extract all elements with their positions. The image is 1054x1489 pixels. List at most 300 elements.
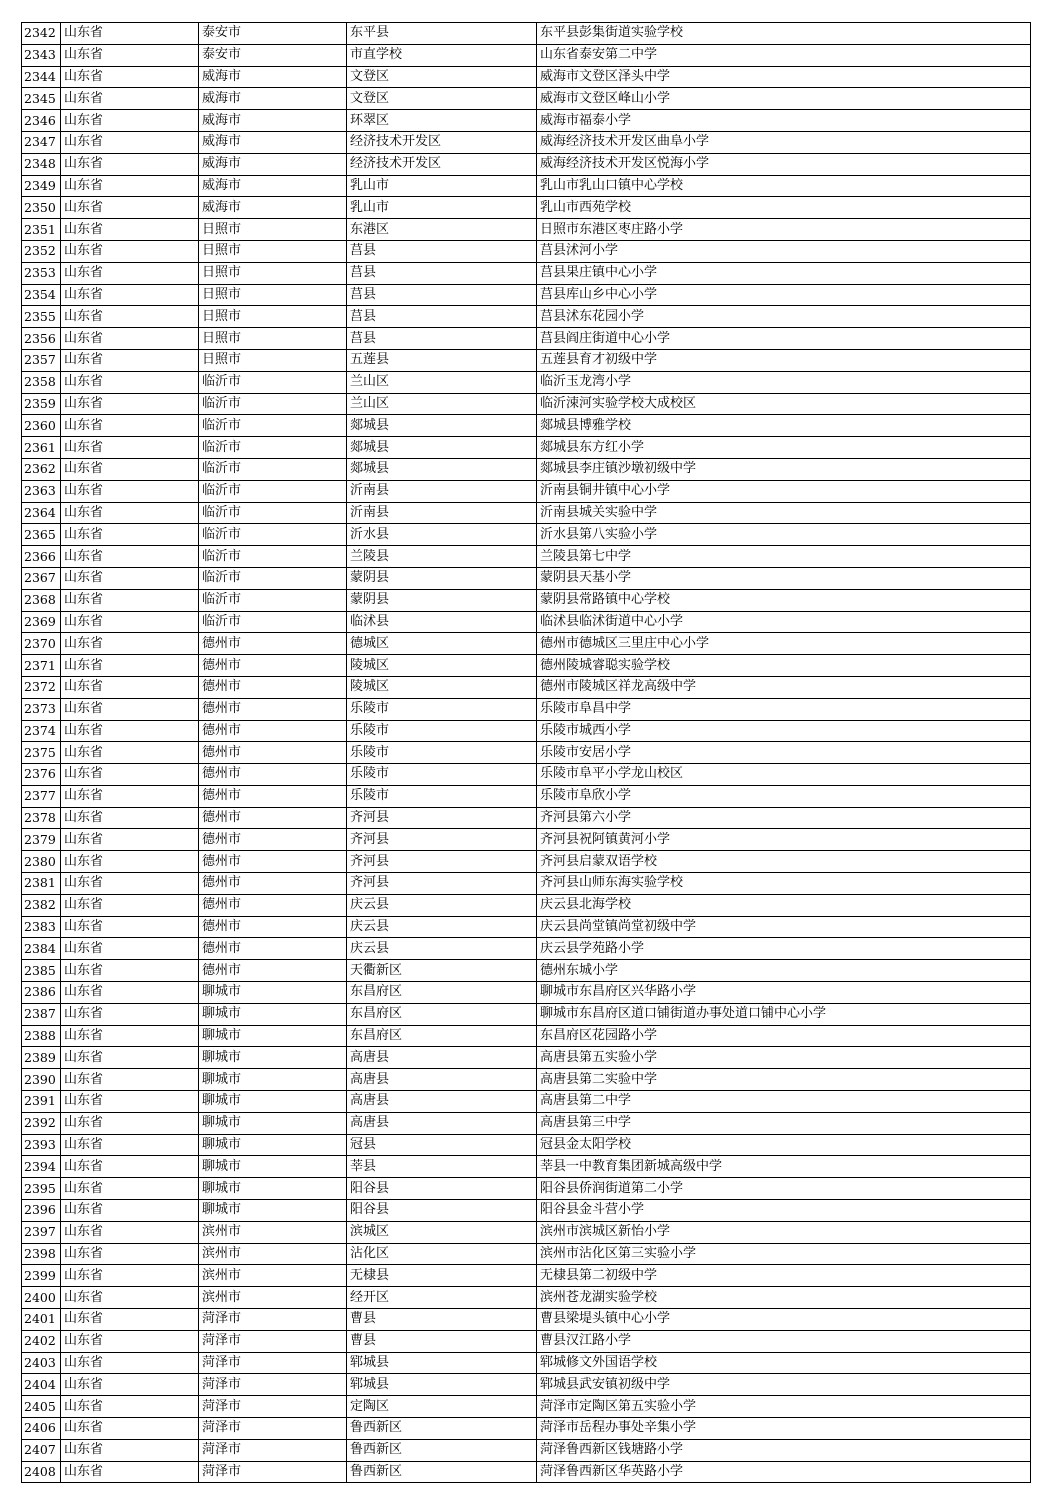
school-name-cell: 滨州苍龙湖实验学校 [537, 1287, 1031, 1309]
row-number-cell: 2376 [22, 764, 61, 786]
table-row [22, 1287, 1031, 1309]
county-cell: 经开区 [347, 1287, 537, 1309]
row-number-cell: 2369 [22, 611, 61, 633]
table-row [22, 175, 1031, 197]
table-row [22, 44, 1031, 66]
school-name-cell: 菏泽市定陶区第五实验小学 [537, 1396, 1031, 1418]
province-cell: 山东省 [61, 349, 199, 371]
province-cell: 山东省 [61, 437, 199, 459]
school-name-cell: 沂南县铜井镇中心小学 [537, 480, 1031, 502]
row-number-cell: 2403 [22, 1352, 61, 1374]
county-cell: 高唐县 [347, 1112, 537, 1134]
county-cell: 蒙阴县 [347, 589, 537, 611]
row-number-cell: 2384 [22, 938, 61, 960]
row-number-cell: 2398 [22, 1243, 61, 1265]
row-number-cell: 2386 [22, 982, 61, 1004]
school-name-cell: 菏泽鲁西新区华英路小学 [537, 1461, 1031, 1483]
table-row [22, 480, 1031, 502]
county-cell: 陵城区 [347, 676, 537, 698]
city-cell: 日照市 [199, 306, 347, 328]
county-cell: 乐陵市 [347, 764, 537, 786]
school-name-cell: 菏泽市岳程办事处辛集小学 [537, 1418, 1031, 1440]
row-number-cell: 2405 [22, 1396, 61, 1418]
county-cell: 郯城县 [347, 458, 537, 480]
province-cell: 山东省 [61, 1112, 199, 1134]
county-cell: 莒县 [347, 306, 537, 328]
city-cell: 威海市 [199, 110, 347, 132]
school-name-cell: 曹县梁堤头镇中心小学 [537, 1309, 1031, 1331]
county-cell: 滨城区 [347, 1221, 537, 1243]
city-cell: 德州市 [199, 894, 347, 916]
county-cell: 东平县 [347, 23, 537, 45]
city-cell: 临沂市 [199, 611, 347, 633]
school-name-cell: 德州市陵城区祥龙高级中学 [537, 676, 1031, 698]
province-cell: 山东省 [61, 262, 199, 284]
province-cell: 山东省 [61, 1200, 199, 1222]
row-number-cell: 2406 [22, 1418, 61, 1440]
school-name-cell: 菏泽鲁西新区钱塘路小学 [537, 1439, 1031, 1461]
county-cell: 兰陵县 [347, 546, 537, 568]
row-number-cell: 2358 [22, 371, 61, 393]
row-number-cell: 2350 [22, 197, 61, 219]
table-row [22, 1091, 1031, 1113]
row-number-cell: 2381 [22, 873, 61, 895]
row-number-cell: 2353 [22, 262, 61, 284]
county-cell: 环翠区 [347, 110, 537, 132]
table-row [22, 1025, 1031, 1047]
row-number-cell: 2399 [22, 1265, 61, 1287]
school-list-body [22, 23, 1031, 1483]
school-name-cell: 曹县汉江路小学 [537, 1330, 1031, 1352]
city-cell: 德州市 [199, 655, 347, 677]
county-cell: 齐河县 [347, 829, 537, 851]
school-name-cell: 莒县沭东花园小学 [537, 306, 1031, 328]
city-cell: 菏泽市 [199, 1352, 347, 1374]
county-cell: 天衢新区 [347, 960, 537, 982]
table-row [22, 437, 1031, 459]
school-name-cell: 日照市东港区枣庄路小学 [537, 219, 1031, 241]
province-cell: 山东省 [61, 1156, 199, 1178]
row-number-cell: 2344 [22, 66, 61, 88]
province-cell: 山东省 [61, 524, 199, 546]
province-cell: 山东省 [61, 66, 199, 88]
city-cell: 聊城市 [199, 982, 347, 1004]
row-number-cell: 2407 [22, 1439, 61, 1461]
province-cell: 山东省 [61, 873, 199, 895]
city-cell: 临沂市 [199, 502, 347, 524]
province-cell: 山东省 [61, 88, 199, 110]
table-row [22, 655, 1031, 677]
table-row [22, 1330, 1031, 1352]
row-number-cell: 2348 [22, 153, 61, 175]
province-cell: 山东省 [61, 698, 199, 720]
school-name-cell: 威海经济技术开发区曲阜小学 [537, 131, 1031, 153]
row-number-cell: 2346 [22, 110, 61, 132]
province-cell: 山东省 [61, 676, 199, 698]
county-cell: 鲁西新区 [347, 1439, 537, 1461]
school-name-cell: 东昌府区花园路小学 [537, 1025, 1031, 1047]
city-cell: 临沂市 [199, 458, 347, 480]
table-row [22, 110, 1031, 132]
city-cell: 临沂市 [199, 437, 347, 459]
school-name-cell: 沂水县第八实验小学 [537, 524, 1031, 546]
table-row [22, 1396, 1031, 1418]
city-cell: 聊城市 [199, 1091, 347, 1113]
county-cell: 东昌府区 [347, 1025, 537, 1047]
province-cell: 山东省 [61, 306, 199, 328]
row-number-cell: 2402 [22, 1330, 61, 1352]
county-cell: 曹县 [347, 1309, 537, 1331]
school-name-cell: 聊城市东昌府区兴华路小学 [537, 982, 1031, 1004]
city-cell: 聊城市 [199, 1069, 347, 1091]
province-cell: 山东省 [61, 1025, 199, 1047]
county-cell: 文登区 [347, 66, 537, 88]
row-number-cell: 2390 [22, 1069, 61, 1091]
table-row [22, 1047, 1031, 1069]
city-cell: 临沂市 [199, 524, 347, 546]
school-name-cell: 郓城修文外国语学校 [537, 1352, 1031, 1374]
city-cell: 菏泽市 [199, 1309, 347, 1331]
city-cell: 临沂市 [199, 480, 347, 502]
city-cell: 日照市 [199, 328, 347, 350]
table-row [22, 349, 1031, 371]
province-cell: 山东省 [61, 23, 199, 45]
city-cell: 临沂市 [199, 589, 347, 611]
province-cell: 山东省 [61, 742, 199, 764]
school-name-cell: 郯城县东方红小学 [537, 437, 1031, 459]
school-name-cell: 蒙阴县常路镇中心学校 [537, 589, 1031, 611]
school-name-cell: 冠县金太阳学校 [537, 1134, 1031, 1156]
school-name-cell: 莒县阎庄街道中心小学 [537, 328, 1031, 350]
school-name-cell: 沂南县城关实验中学 [537, 502, 1031, 524]
county-cell: 郓城县 [347, 1374, 537, 1396]
city-cell: 聊城市 [199, 1156, 347, 1178]
table-row [22, 306, 1031, 328]
school-name-cell: 兰陵县第七中学 [537, 546, 1031, 568]
table-row [22, 1003, 1031, 1025]
school-name-cell: 齐河县第六小学 [537, 807, 1031, 829]
city-cell: 德州市 [199, 676, 347, 698]
row-number-cell: 2360 [22, 415, 61, 437]
row-number-cell: 2354 [22, 284, 61, 306]
school-name-cell: 五莲县育才初级中学 [537, 349, 1031, 371]
school-name-cell: 滨州市沾化区第三实验小学 [537, 1243, 1031, 1265]
school-name-cell: 乐陵市安居小学 [537, 742, 1031, 764]
table-row [22, 1178, 1031, 1200]
school-name-cell: 威海市福泰小学 [537, 110, 1031, 132]
city-cell: 日照市 [199, 349, 347, 371]
table-row [22, 829, 1031, 851]
county-cell: 庆云县 [347, 916, 537, 938]
province-cell: 山东省 [61, 1352, 199, 1374]
school-name-cell: 高唐县第二实验中学 [537, 1069, 1031, 1091]
school-name-cell: 威海经济技术开发区悦海小学 [537, 153, 1031, 175]
row-number-cell: 2356 [22, 328, 61, 350]
province-cell: 山东省 [61, 1265, 199, 1287]
school-name-cell: 庆云县尚堂镇尚堂初级中学 [537, 916, 1031, 938]
school-name-cell: 齐河县启蒙双语学校 [537, 851, 1031, 873]
county-cell: 经济技术开发区 [347, 153, 537, 175]
city-cell: 菏泽市 [199, 1439, 347, 1461]
table-row [22, 131, 1031, 153]
county-cell: 东港区 [347, 219, 537, 241]
row-number-cell: 2365 [22, 524, 61, 546]
school-name-cell: 乐陵市城西小学 [537, 720, 1031, 742]
table-row [22, 284, 1031, 306]
province-cell: 山东省 [61, 1330, 199, 1352]
province-cell: 山东省 [61, 1243, 199, 1265]
county-cell: 莒县 [347, 328, 537, 350]
school-name-cell: 阳谷县侨润街道第二小学 [537, 1178, 1031, 1200]
table-row [22, 197, 1031, 219]
province-cell: 山东省 [61, 1287, 199, 1309]
table-row [22, 88, 1031, 110]
school-name-cell: 莒县果庄镇中心小学 [537, 262, 1031, 284]
table-row [22, 916, 1031, 938]
table-row [22, 1243, 1031, 1265]
table-row [22, 764, 1031, 786]
city-cell: 泰安市 [199, 23, 347, 45]
city-cell: 菏泽市 [199, 1396, 347, 1418]
table-row [22, 262, 1031, 284]
row-number-cell: 2383 [22, 916, 61, 938]
county-cell: 齐河县 [347, 873, 537, 895]
county-cell: 齐河县 [347, 807, 537, 829]
row-number-cell: 2364 [22, 502, 61, 524]
province-cell: 山东省 [61, 219, 199, 241]
city-cell: 威海市 [199, 131, 347, 153]
city-cell: 滨州市 [199, 1265, 347, 1287]
row-number-cell: 2362 [22, 458, 61, 480]
table-row [22, 785, 1031, 807]
city-cell: 菏泽市 [199, 1374, 347, 1396]
province-cell: 山东省 [61, 393, 199, 415]
row-number-cell: 2347 [22, 131, 61, 153]
row-number-cell: 2359 [22, 393, 61, 415]
school-name-cell: 无棣县第二初级中学 [537, 1265, 1031, 1287]
table-row [22, 676, 1031, 698]
province-cell: 山东省 [61, 371, 199, 393]
row-number-cell: 2408 [22, 1461, 61, 1483]
school-list-table [21, 22, 1031, 1483]
province-cell: 山东省 [61, 480, 199, 502]
school-name-cell: 高唐县第三中学 [537, 1112, 1031, 1134]
province-cell: 山东省 [61, 589, 199, 611]
province-cell: 山东省 [61, 1091, 199, 1113]
city-cell: 德州市 [199, 829, 347, 851]
row-number-cell: 2388 [22, 1025, 61, 1047]
table-row [22, 873, 1031, 895]
province-cell: 山东省 [61, 546, 199, 568]
city-cell: 临沂市 [199, 567, 347, 589]
table-row [22, 1156, 1031, 1178]
province-cell: 山东省 [61, 916, 199, 938]
city-cell: 聊城市 [199, 1003, 347, 1025]
school-name-cell: 郯城县李庄镇沙墩初级中学 [537, 458, 1031, 480]
county-cell: 市直学校 [347, 44, 537, 66]
table-row [22, 240, 1031, 262]
city-cell: 聊城市 [199, 1178, 347, 1200]
table-row [22, 938, 1031, 960]
school-name-cell: 齐河县山师东海实验学校 [537, 873, 1031, 895]
county-cell: 阳谷县 [347, 1178, 537, 1200]
city-cell: 日照市 [199, 284, 347, 306]
school-name-cell: 滨州市滨城区新怡小学 [537, 1221, 1031, 1243]
row-number-cell: 2395 [22, 1178, 61, 1200]
school-name-cell: 德州陵城睿聪实验学校 [537, 655, 1031, 677]
county-cell: 陵城区 [347, 655, 537, 677]
city-cell: 聊城市 [199, 1200, 347, 1222]
county-cell: 乳山市 [347, 197, 537, 219]
row-number-cell: 2387 [22, 1003, 61, 1025]
row-number-cell: 2378 [22, 807, 61, 829]
school-name-cell: 莒县库山乡中心小学 [537, 284, 1031, 306]
row-number-cell: 2393 [22, 1134, 61, 1156]
row-number-cell: 2373 [22, 698, 61, 720]
province-cell: 山东省 [61, 1309, 199, 1331]
city-cell: 临沂市 [199, 546, 347, 568]
table-row [22, 23, 1031, 45]
province-cell: 山东省 [61, 197, 199, 219]
province-cell: 山东省 [61, 1178, 199, 1200]
city-cell: 德州市 [199, 785, 347, 807]
city-cell: 德州市 [199, 764, 347, 786]
school-name-cell: 临沭县临沭街道中心小学 [537, 611, 1031, 633]
table-row [22, 1352, 1031, 1374]
row-number-cell: 2363 [22, 480, 61, 502]
school-name-cell: 德州市德城区三里庄中心小学 [537, 633, 1031, 655]
school-name-cell: 威海市文登区泽头中学 [537, 66, 1031, 88]
row-number-cell: 2343 [22, 44, 61, 66]
province-cell: 山东省 [61, 633, 199, 655]
city-cell: 德州市 [199, 873, 347, 895]
county-cell: 阳谷县 [347, 1200, 537, 1222]
city-cell: 菏泽市 [199, 1418, 347, 1440]
county-cell: 庆云县 [347, 894, 537, 916]
row-number-cell: 2389 [22, 1047, 61, 1069]
city-cell: 临沂市 [199, 371, 347, 393]
row-number-cell: 2377 [22, 785, 61, 807]
school-name-cell: 庆云县学苑路小学 [537, 938, 1031, 960]
table-row [22, 371, 1031, 393]
table-row [22, 1418, 1031, 1440]
province-cell: 山东省 [61, 1221, 199, 1243]
province-cell: 山东省 [61, 655, 199, 677]
province-cell: 山东省 [61, 1439, 199, 1461]
county-cell: 乐陵市 [347, 720, 537, 742]
row-number-cell: 2372 [22, 676, 61, 698]
school-name-cell: 蒙阴县天基小学 [537, 567, 1031, 589]
school-name-cell: 乐陵市阜平小学龙山校区 [537, 764, 1031, 786]
county-cell: 郯城县 [347, 415, 537, 437]
row-number-cell: 2342 [22, 23, 61, 45]
county-cell: 五莲县 [347, 349, 537, 371]
province-cell: 山东省 [61, 131, 199, 153]
school-name-cell: 高唐县第五实验小学 [537, 1047, 1031, 1069]
city-cell: 德州市 [199, 851, 347, 873]
county-cell: 定陶区 [347, 1396, 537, 1418]
county-cell: 乐陵市 [347, 698, 537, 720]
county-cell: 沂水县 [347, 524, 537, 546]
table-row [22, 698, 1031, 720]
row-number-cell: 2368 [22, 589, 61, 611]
school-name-cell: 聊城市东昌府区道口铺街道办事处道口铺中心小学 [537, 1003, 1031, 1025]
row-number-cell: 2382 [22, 894, 61, 916]
county-cell: 沂南县 [347, 502, 537, 524]
school-name-cell: 乳山市乳山口镇中心学校 [537, 175, 1031, 197]
province-cell: 山东省 [61, 764, 199, 786]
city-cell: 滨州市 [199, 1287, 347, 1309]
row-number-cell: 2357 [22, 349, 61, 371]
city-cell: 威海市 [199, 153, 347, 175]
city-cell: 聊城市 [199, 1025, 347, 1047]
table-row [22, 960, 1031, 982]
city-cell: 德州市 [199, 807, 347, 829]
table-row [22, 720, 1031, 742]
province-cell: 山东省 [61, 785, 199, 807]
county-cell: 庆云县 [347, 938, 537, 960]
table-row [22, 633, 1031, 655]
table-row [22, 393, 1031, 415]
city-cell: 德州市 [199, 938, 347, 960]
city-cell: 威海市 [199, 66, 347, 88]
province-cell: 山东省 [61, 807, 199, 829]
school-name-cell: 阳谷县金斗营小学 [537, 1200, 1031, 1222]
city-cell: 聊城市 [199, 1047, 347, 1069]
county-cell: 蒙阴县 [347, 567, 537, 589]
city-cell: 菏泽市 [199, 1461, 347, 1483]
county-cell: 郯城县 [347, 437, 537, 459]
city-cell: 威海市 [199, 88, 347, 110]
school-name-cell: 乳山市西苑学校 [537, 197, 1031, 219]
row-number-cell: 2361 [22, 437, 61, 459]
province-cell: 山东省 [61, 1134, 199, 1156]
city-cell: 日照市 [199, 240, 347, 262]
table-row [22, 415, 1031, 437]
school-name-cell: 郯城县博雅学校 [537, 415, 1031, 437]
row-number-cell: 2397 [22, 1221, 61, 1243]
county-cell: 沂南县 [347, 480, 537, 502]
city-cell: 德州市 [199, 742, 347, 764]
city-cell: 德州市 [199, 720, 347, 742]
city-cell: 德州市 [199, 633, 347, 655]
county-cell: 无棣县 [347, 1265, 537, 1287]
table-row [22, 1461, 1031, 1483]
table-row [22, 458, 1031, 480]
row-number-cell: 2396 [22, 1200, 61, 1222]
school-name-cell: 乐陵市阜昌中学 [537, 698, 1031, 720]
table-row [22, 567, 1031, 589]
school-name-cell: 威海市文登区峰山小学 [537, 88, 1031, 110]
city-cell: 聊城市 [199, 1112, 347, 1134]
row-number-cell: 2392 [22, 1112, 61, 1134]
county-cell: 文登区 [347, 88, 537, 110]
county-cell: 经济技术开发区 [347, 131, 537, 153]
county-cell: 高唐县 [347, 1069, 537, 1091]
province-cell: 山东省 [61, 502, 199, 524]
province-cell: 山东省 [61, 829, 199, 851]
city-cell: 临沂市 [199, 393, 347, 415]
city-cell: 菏泽市 [199, 1330, 347, 1352]
province-cell: 山东省 [61, 44, 199, 66]
row-number-cell: 2400 [22, 1287, 61, 1309]
county-cell: 莘县 [347, 1156, 537, 1178]
row-number-cell: 2370 [22, 633, 61, 655]
row-number-cell: 2345 [22, 88, 61, 110]
province-cell: 山东省 [61, 611, 199, 633]
school-name-cell: 高唐县第二中学 [537, 1091, 1031, 1113]
city-cell: 日照市 [199, 262, 347, 284]
